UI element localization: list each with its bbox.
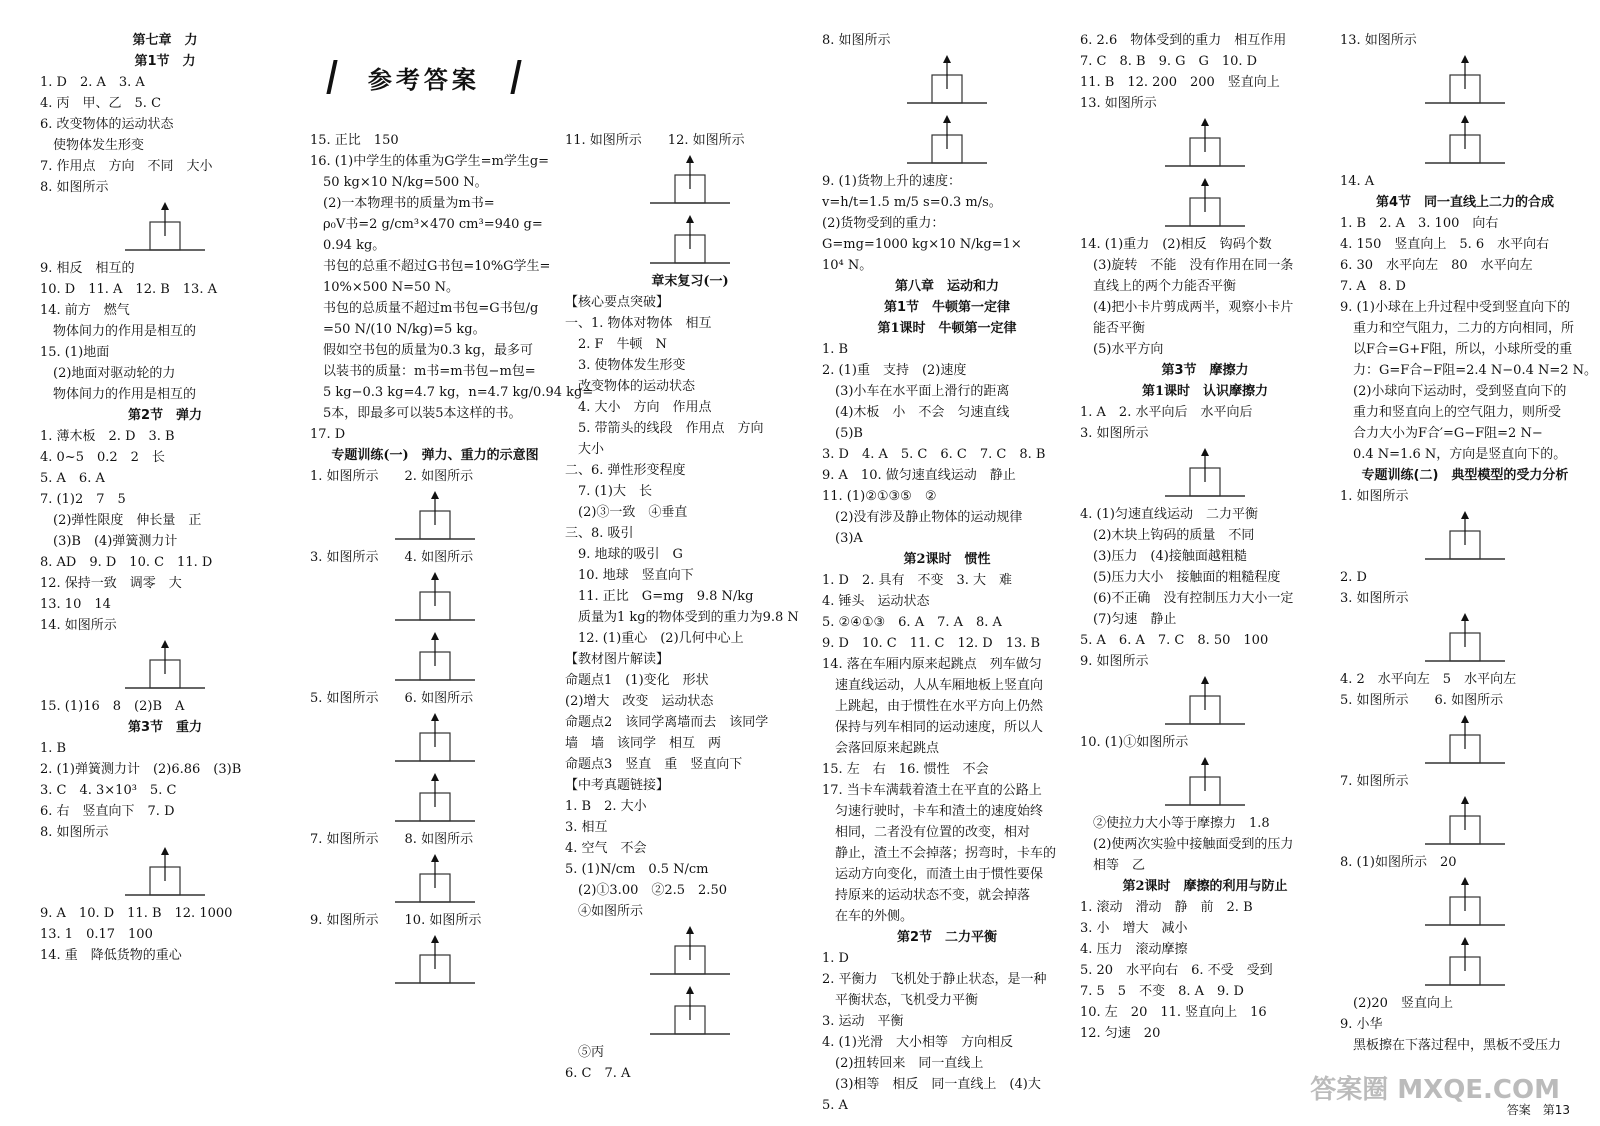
answer-line: 9. A 10. D 11. B 12. 1000 <box>40 906 233 921</box>
answer-line: 4. 空气 不会 <box>565 841 647 856</box>
answer-line: 3. C 4. 3×10³ 5. C <box>40 783 177 798</box>
page-footer: 答案 第13 <box>1506 1103 1570 1117</box>
answer-line: 1. 如图所示 <box>1340 489 1409 504</box>
answer-line: 8. AD 9. D 10. C 11. D <box>40 555 213 570</box>
answer-figure <box>310 568 560 628</box>
answer-figure <box>565 922 815 982</box>
answer-line: (2)一本物理书的质量为m书= <box>310 196 495 211</box>
column-1 <box>40 30 290 966</box>
answer-line: 7. (1)大 长 <box>565 484 652 499</box>
answer-line: 9. 小华 <box>1340 1017 1383 1032</box>
answer-line: 5. (1)N/cm 0.5 N/cm <box>565 862 709 877</box>
answer-line: 6. 右 竖直向下 7. D <box>40 804 175 819</box>
answer-line: 13. 如图所示 <box>1340 33 1417 48</box>
answer-line: 7. 作用点 方向 不同 大小 <box>40 159 213 174</box>
answer-line: 10⁴ N。 <box>822 258 873 273</box>
answer-line: (5)B <box>822 426 863 441</box>
answer-line: (2)③一致 ④垂直 <box>565 505 688 520</box>
section-heading: 第2课时 摩擦的利用与防止 <box>1122 879 1288 894</box>
answer-line: 3. 使物体发生形变 <box>565 358 686 373</box>
answer-figure <box>310 487 560 547</box>
answer-figure <box>310 850 560 910</box>
answer-line: 8. 如图所示 <box>40 825 109 840</box>
answer-line: G=mg=1000 kg×10 N/kg=1× <box>822 237 1022 252</box>
section-heading: 章末复习(一) <box>651 274 729 289</box>
answer-line: 8. 如图所示 <box>40 180 109 195</box>
answer-line: 1. D <box>822 951 849 966</box>
answer-line: 14. 落在车厢内原来起跳点 列车做匀 <box>822 657 1042 672</box>
section-heading: 第1节 力 <box>134 54 196 69</box>
answer-line: (3)压力 (4)接触面越粗糙 <box>1080 549 1247 564</box>
answer-line: 9. D 10. C 11. C 12. D 13. B <box>822 636 1041 651</box>
answer-line: 10. (1)①如图所示 <box>1080 735 1189 750</box>
answer-line: (2)货物受到的重力： <box>822 216 945 231</box>
answer-line: 4. 2 水平向左 5 水平向左 <box>1340 672 1517 687</box>
answer-line: 9. A 10. 做匀速直线运动 静止 <box>822 468 1016 483</box>
answer-line: (2)没有涉及静止物体的运动规律 <box>822 510 1023 525</box>
answer-line: 书包的总重不超过G书包=10%G学生= <box>310 259 551 274</box>
answer-line: 合力大小为F合′=G−F阻=2 N− <box>1340 426 1543 441</box>
answer-line: 1. B <box>40 741 67 756</box>
reference-answer-banner <box>326 60 521 94</box>
answer-line: 能否平衡 <box>1080 321 1146 336</box>
answer-line: 1. 薄木板 2. D 3. B <box>40 429 175 444</box>
answer-line: 【教材图片解读】 <box>565 652 670 667</box>
answer-line: 11. 如图所示 12. 如图所示 <box>565 133 745 148</box>
answer-line: 4. 丙 甲、乙 5. C <box>40 96 162 111</box>
column-6 <box>1340 30 1598 1056</box>
answer-line: 【核心要点突破】 <box>565 295 670 310</box>
answer-line: 4. (1)光滑 大小相等 方向相反 <box>822 1035 1013 1050</box>
answer-line: 力：G=F合−F阻=2.4 N−0.4 N=2 N。 <box>1340 363 1598 378</box>
answer-figure <box>1340 609 1590 669</box>
section-heading: 专题训练(二) 典型模型的受力分析 <box>1361 468 1569 483</box>
answer-line: 14. A <box>1340 174 1375 189</box>
answer-figure <box>40 198 290 258</box>
answer-line: 相等 乙 <box>1080 858 1146 873</box>
answer-line: 5. 20 水平向右 6. 不受 受到 <box>1080 963 1273 978</box>
answer-line: (2)扭转回来 同一直线上 <box>822 1056 984 1071</box>
answer-line: 1. A 2. 水平向后 水平向后 <box>1080 405 1253 420</box>
answer-line: 5 kg−0.3 kg=4.7 kg，n=4.7 kg/0.94 kg= <box>310 385 594 400</box>
answer-line: 1. B 2. 大小 <box>565 799 647 814</box>
answer-figure <box>822 51 1072 111</box>
answer-line: 使物体发生形变 <box>40 138 145 153</box>
answer-line: 运动方向变化，而渣土由于惯性要保 <box>822 867 1044 882</box>
answer-line: 【中考真题链接】 <box>565 778 670 793</box>
answer-line: ④如图所示 <box>565 904 644 919</box>
answer-line: 17. 当卡车满载着渣土在平直的公路上 <box>822 783 1042 798</box>
answer-line: 16. (1)中学生的体重为G学生=m学生g= <box>310 154 550 169</box>
answer-figure <box>310 709 560 769</box>
answer-line: (2)地面对驱动轮的力 <box>40 366 176 381</box>
answer-line: 在车的外侧。 <box>822 909 914 924</box>
answer-line: 11. (1)②①③⑤ ② <box>822 489 937 504</box>
answer-line: 13. 如图所示 <box>1080 96 1157 111</box>
section-heading: 第3节 重力 <box>127 720 203 735</box>
section-heading: 第1课时 认识摩擦力 <box>1141 384 1269 399</box>
answer-figure <box>1080 444 1330 504</box>
answer-line: (3)小车在水平面上滑行的距离 <box>822 384 1010 399</box>
answer-line: 4. 压力 滚动摩擦 <box>1080 942 1188 957</box>
answer-line: 1. D 2. A 3. A <box>40 75 145 90</box>
answer-line: ρ₀V书=2 g/cm³×470 cm³=940 g= <box>310 217 543 232</box>
answer-line: 1. D 2. 具有 不变 3. 大 难 <box>822 573 1013 588</box>
answer-line: 15. 正比 150 <box>310 133 399 148</box>
answer-figure <box>565 982 815 1042</box>
answer-line: 改变物体的运动状态 <box>565 379 696 394</box>
answer-line: 直线上的两个力能否平衡 <box>1080 279 1237 294</box>
answer-line: 12. 匀速 20 <box>1080 1026 1161 1041</box>
answer-line: 13. 1 0.17 100 <box>40 927 153 942</box>
section-heading: 第八章 运动和力 <box>894 279 999 294</box>
banner-text: 参考答案 <box>368 65 480 94</box>
section-heading: 第2节 弹力 <box>127 408 203 423</box>
answer-line: (2)①3.00 ②2.5 2.50 <box>565 883 727 898</box>
section-heading: 第1节 牛顿第一定律 <box>883 300 1011 315</box>
answer-line: 1. 滚动 滑动 静 前 2. B <box>1080 900 1253 915</box>
answer-line: 4. 150 竖直向上 5. 6 水平向右 <box>1340 237 1550 252</box>
answer-line: 9. 如图所示 10. 如图所示 <box>310 913 482 928</box>
answer-line: 3. 如图所示 <box>1340 591 1409 606</box>
answer-line: 8. 如图所示 <box>822 33 891 48</box>
section-heading: 第2节 二力平衡 <box>896 930 998 945</box>
answer-line: 7. 如图所示 8. 如图所示 <box>310 832 474 847</box>
answer-line: (7)匀速 静止 <box>1080 612 1177 627</box>
answer-line: 2. F 牛顿 N <box>565 337 667 352</box>
answer-line: 14. 重 降低货物的重心 <box>40 948 182 963</box>
answer-line: 10%×500 N=50 N。 <box>310 280 460 295</box>
answer-line: 相同，二者没有位置的改变，相对 <box>822 825 1031 840</box>
answer-figure <box>1080 753 1330 813</box>
answer-figure <box>1340 873 1590 933</box>
answer-line: (6)不正确 没有控制压力大小一定 <box>1080 591 1294 606</box>
answer-line: 7. 如图所示 <box>1340 774 1409 789</box>
answer-line: 12. (1)重心 (2)几何中心上 <box>565 631 744 646</box>
answer-figure <box>1080 672 1330 732</box>
answer-line: 17. D <box>310 427 346 442</box>
answer-line: 4. 0~5 0.2 2 长 <box>40 450 165 465</box>
answer-line: 物体间力的作用是相互的 <box>40 387 197 402</box>
answer-line: 3. 如图所示 4. 如图所示 <box>310 550 474 565</box>
answer-line: 命题点3 竖直 重 竖直向下 <box>565 757 743 772</box>
answer-line: 0.4 N=1.6 N，方向是竖直向下的。 <box>1340 447 1567 462</box>
answer-figure <box>310 769 560 829</box>
answer-line: 物体间力的作用是相互的 <box>40 324 197 339</box>
answer-line: (4)木板 小 不会 匀速直线 <box>822 405 1010 420</box>
answer-line: (2)木块上钩码的质量 不同 <box>1080 528 1255 543</box>
answer-line: 5. 如图所示 6. 如图所示 <box>1340 693 1504 708</box>
answer-figure <box>1340 711 1590 771</box>
answer-line: 7. A 8. D <box>1340 279 1406 294</box>
answer-line: 14. 前方 燃气 <box>40 303 130 318</box>
answer-line: 5. A <box>822 1098 848 1113</box>
section-heading: 第2课时 惯性 <box>903 552 991 567</box>
answer-line: (3)A <box>822 531 863 546</box>
answer-line: 5. A 6. A <box>40 471 105 486</box>
answer-line: 15. (1)地面 <box>40 345 110 360</box>
answer-line: (3)相等 相反 同一直线上 (4)大 <box>822 1077 1041 1092</box>
answer-line: 持原来的运动状态不变，就会掉落 <box>822 888 1031 903</box>
answer-line: 3. 如图所示 <box>1080 426 1149 441</box>
answer-line: 静止，渣土不会掉落；拐弯时，卡车的 <box>822 846 1057 861</box>
answer-figure <box>310 931 560 991</box>
answer-line: 1. 如图所示 2. 如图所示 <box>310 469 474 484</box>
answer-line: 1. B <box>822 342 849 357</box>
answer-line: 黑板擦在下落过程中，黑板不受压力 <box>1340 1038 1562 1053</box>
answer-figure <box>1340 933 1590 993</box>
answer-line: 9. 相反 相互的 <box>40 261 135 276</box>
answer-line: 7. (1)2 7 5 <box>40 492 126 507</box>
answer-line: 4. (1)匀速直线运动 二力平衡 <box>1080 507 1258 522</box>
answer-line: 3. 小 增大 减小 <box>1080 921 1188 936</box>
answer-line: 以装书的质量：m书=m书包−m包= <box>310 364 536 379</box>
answer-line: (3)B (4)弹簧测力计 <box>40 534 178 549</box>
answer-line: 3. D 4. A 5. C 6. C 7. C 8. B <box>822 447 1046 462</box>
answer-line: 命题点2 该同学离墙而去 该同学 <box>565 715 769 730</box>
answer-line: 3. 相互 <box>565 820 608 835</box>
answer-line: 2. (1)弹簧测力计 (2)6.86 (3)B <box>40 762 242 777</box>
answer-line: 命题点1 (1)变化 形状 <box>565 673 709 688</box>
section-heading: 第4节 同一直线上二力的合成 <box>1375 195 1555 210</box>
answer-line: 6. 30 水平向左 80 水平向左 <box>1340 258 1533 273</box>
answer-line: 4. 大小 方向 作用点 <box>565 400 712 415</box>
section-heading: 第3节 摩擦力 <box>1161 363 1249 378</box>
answer-line: 2. D <box>1340 570 1367 585</box>
answer-line: (5)水平方向 <box>1080 342 1164 357</box>
answer-figure <box>1340 51 1590 111</box>
answer-line: 保持与列车相同的运动速度，所以人 <box>822 720 1044 735</box>
answer-line: 书包的总质量不超过m书包=G书包/g <box>310 301 539 316</box>
answer-line: 匀速行驶时，卡车和渣土的速度始终 <box>822 804 1044 819</box>
answer-line: 速直线运动，人从车厢地板上竖直向 <box>822 678 1044 693</box>
answer-line: 6. 改变物体的运动状态 <box>40 117 174 132</box>
answer-figure <box>822 111 1072 171</box>
answer-line: 假如空书包的质量为0.3 kg，最多可 <box>310 343 534 358</box>
answer-line: 5. 如图所示 6. 如图所示 <box>310 691 474 706</box>
answer-line: 7. 5 5 不变 8. A 9. D <box>1080 984 1244 999</box>
section-heading: 第七章 力 <box>132 33 198 48</box>
answer-figure <box>565 151 815 211</box>
answer-line: 14. (1)重力 (2)相反 钩码个数 <box>1080 237 1272 252</box>
answer-line: (2)使两次实验中接触面受到的压力 <box>1080 837 1294 852</box>
answer-line: 6. 2.6 物体受到的重力 相互作用 <box>1080 33 1287 48</box>
answer-line: 11. 正比 G=mg 9.8 N/kg <box>565 589 754 604</box>
answer-line: 会落回原来起跳点 <box>822 741 940 756</box>
answer-line: 0.94 kg。 <box>310 238 386 253</box>
answer-line: (2)小球向下运动时，受到竖直向下的 <box>1340 384 1567 399</box>
section-heading: 专题训练(一) 弹力、重力的示意图 <box>331 448 539 463</box>
answer-line: 重力和竖直向上的空气阻力，则所受 <box>1340 405 1562 420</box>
column-3 <box>565 130 815 1084</box>
answer-line: ⑤丙 <box>565 1045 605 1060</box>
answer-line: (3)旋转 不能 没有作用在同一条 <box>1080 258 1294 273</box>
answer-line: 10. 地球 竖直向下 <box>565 568 694 583</box>
answer-line: 3. 运动 平衡 <box>822 1014 904 1029</box>
answer-line: 14. 如图所示 <box>40 618 117 633</box>
answer-line: (2)弹性限度 伸长量 正 <box>40 513 202 528</box>
answer-line: 13. 10 14 <box>40 597 111 612</box>
answer-figure <box>40 636 290 696</box>
answer-line: 上跳起，由于惯性在水平方向上仍然 <box>822 699 1044 714</box>
answer-line: 2. (1)重 支持 (2)速度 <box>822 363 967 378</box>
answer-figure <box>1340 507 1590 567</box>
answer-figure <box>310 628 560 688</box>
answer-line: 11. B 12. 200 200 竖直向上 <box>1080 75 1280 90</box>
answer-line: 大小 <box>565 442 605 457</box>
column-4 <box>822 30 1072 1116</box>
section-heading: 第1课时 牛顿第一定律 <box>877 321 1017 336</box>
answer-line: (4)把小卡片剪成两半，观察小卡片 <box>1080 300 1294 315</box>
answer-line: 15. 左 右 16. 惯性 不会 <box>822 762 989 777</box>
answer-line: 15. (1)16 8 (2)B A <box>40 699 185 714</box>
answer-line: 二、6. 弹性形变程度 <box>565 463 686 478</box>
answer-line: 三、8. 吸引 <box>565 526 634 541</box>
answer-line: ②使拉力大小等于摩擦力 1.8 <box>1080 816 1270 831</box>
answer-line: 1. B 2. A 3. 100 向右 <box>1340 216 1499 231</box>
answer-line: 9. 地球的吸引 G <box>565 547 683 562</box>
answer-line: 重力和空气阻力，二力的方向相同，所 <box>1340 321 1575 336</box>
answer-line: 5. A 6. A 7. C 8. 50 100 <box>1080 633 1269 648</box>
answer-line: 以F合=G+F阻，所以，小球所受的重 <box>1340 342 1573 357</box>
answer-line: v=h/t=1.5 m/5 s=0.3 m/s。 <box>822 195 1002 210</box>
answer-line: (2)20 竖直向上 <box>1340 996 1453 1011</box>
answer-line: 9. 如图所示 <box>1080 654 1149 669</box>
answer-line: 50 kg×10 N/kg=500 N。 <box>310 175 488 190</box>
answer-line: 5. ②④①③ 6. A 7. A 8. A <box>822 615 1002 630</box>
answer-line: 6. C 7. A <box>565 1066 631 1081</box>
answer-figure <box>1080 114 1330 174</box>
answer-line: 质量为1 kg的物体受到的重力为9.8 N <box>565 610 799 625</box>
answer-line: (2)增大 改变 运动状态 <box>565 694 714 709</box>
answer-line: 7. C 8. B 9. G G 10. D <box>1080 54 1258 69</box>
column-5 <box>1080 30 1330 1044</box>
answer-line: 墙 墙 该同学 相互 两 <box>565 736 722 751</box>
answer-line: 一、1. 物体对物体 相互 <box>565 316 712 331</box>
answer-figure <box>1340 792 1590 852</box>
answer-figure <box>1340 111 1590 171</box>
answer-line: 10. 左 20 11. 竖直向上 16 <box>1080 1005 1267 1020</box>
answer-line: 9. (1)货物上升的速度： <box>822 174 961 189</box>
answer-line: 2. 平衡力 飞机处于静止状态，是一种 <box>822 972 1047 987</box>
answer-line: =50 N/(10 N/kg)=5 kg。 <box>310 322 486 337</box>
answer-line: (5)压力大小 接触面的粗糙程度 <box>1080 570 1281 585</box>
answer-line: 10. D 11. A 12. B 13. A <box>40 282 217 297</box>
answer-line: 4. 锤头 运动状态 <box>822 594 930 609</box>
answer-line: 5. 带箭头的线段 作用点 方向 <box>565 421 764 436</box>
answer-line: 9. (1)小球在上升过程中受到竖直向下的 <box>1340 300 1570 315</box>
answer-line: 8. (1)如图所示 20 <box>1340 855 1457 870</box>
watermark-logo: 答案圈 MXQE.COM <box>1310 1075 1560 1105</box>
answer-figure <box>565 211 815 271</box>
answer-line: 12. 保持一致 调零 大 <box>40 576 182 591</box>
answer-line: 平衡状态，飞机受力平衡 <box>822 993 979 1008</box>
answer-figure <box>40 843 290 903</box>
answer-figure <box>1080 174 1330 234</box>
answer-line: 5本，即最多可以装5本这样的书。 <box>310 406 522 421</box>
